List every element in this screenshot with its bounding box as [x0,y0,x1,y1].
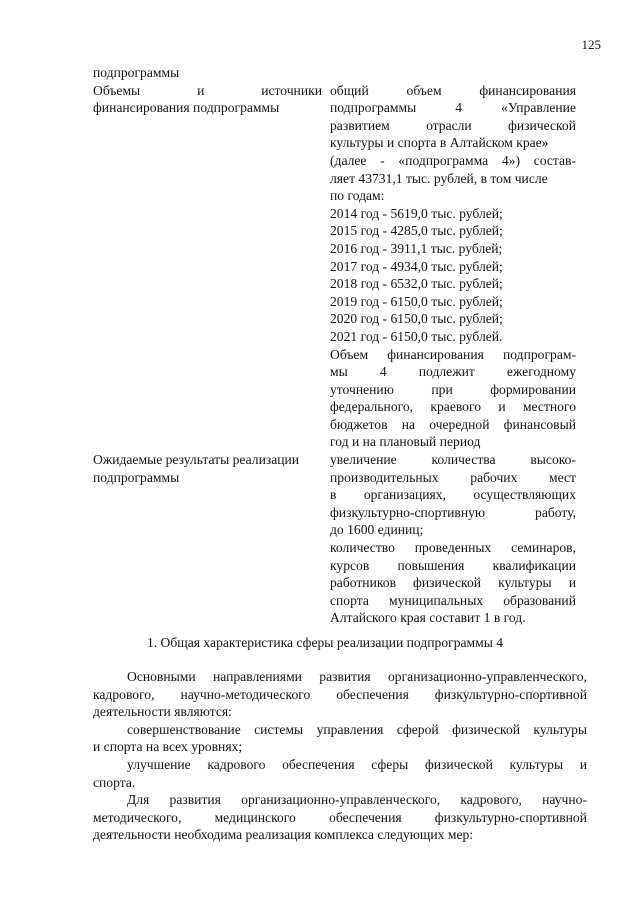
label-word: источники [261,82,322,98]
value-line: 2016 год - 3911,1 тыс. рублей; [330,240,503,256]
value-line: 2021 год - 6150,0 тыс. рублей. [330,328,503,344]
table-row-funding [93,82,593,451]
table-row-results [93,451,593,627]
passport-table [93,64,593,627]
paragraph-line: деятельности необходима реализация комплекса следующих мер: [93,827,474,843]
table-cell-value [330,451,576,627]
value-line: 2014 год - 5619,0 тыс. рублей; [330,205,503,221]
value-line: развитием отрасли физической [330,117,576,133]
label-word: Объемы [93,82,141,98]
table-label-line: Ожидаемые результаты реализации [93,452,300,468]
body-text [93,668,587,844]
table-label-line [93,82,322,100]
value-line: до 1600 единиц; [330,522,424,538]
table-cell-label [93,451,330,627]
value-line: физкультурно-спортивную работу, [330,504,576,520]
table-cell-value [330,82,576,451]
table-label-line: финансирования подпрограммы [93,100,280,116]
value-line: подпрограммы 4 «Управление [330,100,576,116]
paragraph-line: деятельности являются: [93,704,232,720]
section-heading: 1. Общая характеристика сферы реализации подпрограммы 4 [146,635,504,650]
value-line: 2020 год - 6150,0 тыс. рублей; [330,311,503,327]
paragraph-line: улучшение кадрового обеспечения сферы физической культуры и [127,756,587,772]
value-line: увеличение количества высоко- [330,452,576,468]
value-line: (далее - «подпрограмма 4») состав- [330,152,576,168]
value-line: в организациях, осуществляющих [330,487,576,503]
table-row-continuation [93,64,593,82]
value-line: культуры и спорта в Алтайском крае» [330,135,549,151]
value-line: количество проведенных семинаров, [330,540,576,556]
paragraph-line: Основными направлениями развития организационно-управленческого, [127,669,587,684]
value-line: спорта муниципальных образований [330,592,576,608]
paragraph-line: Для развития организационно-управленческого, кадрового, научно- [127,792,587,808]
value-line: 2018 год - 6532,0 тыс. рублей; [330,276,503,292]
table-cell-label [93,64,330,82]
value-line: производительных рабочих мест [330,469,576,485]
table-label-text: подпрограммы [93,65,180,80]
paragraph-line: кадрового, научно-методического обеспечения физкультурно-спортивной [93,686,587,702]
value-line: Алтайского края составит 1 в год. [330,610,526,626]
value-line: мы 4 подлежит ежегодному [330,364,576,380]
value-line: Объем финансирования подпрограм- [330,346,576,362]
value-line: ляет 43731,1 тыс. рублей, в том числе [330,170,548,186]
table-cell-label [93,82,330,451]
value-line: 2017 год - 4934,0 тыс. рублей; [330,258,503,274]
value-line: год и на плановый период [330,434,481,450]
paragraph-line: спорта. [93,774,136,790]
page-number: 125 [581,37,601,52]
paragraph-line: и спорта на всех уровнях; [93,739,243,755]
label-word: и [197,82,205,98]
value-line: 2019 год - 6150,0 тыс. рублей; [330,293,503,309]
value-line: общий объем финансирования [330,82,576,98]
value-line: курсов повышения квалификации [330,557,576,573]
value-line: 2015 год - 4285,0 тыс. рублей; [330,223,503,239]
value-line: уточнению при формировании [330,381,576,397]
value-line: работников физической культуры и [330,575,576,591]
value-line: федерального, краевого и местного [330,399,576,415]
paragraph-line: методического, медицинского обеспечения физкультурно-спортивной [93,809,587,825]
value-line: по годам: [330,188,385,204]
paragraph-line: совершенствование системы управления сферой физической культуры [127,721,587,737]
value-line: бюджетов на очередной финансовый [330,416,576,432]
table-label-line: подпрограммы [93,469,180,485]
table-cell-value [330,64,576,82]
